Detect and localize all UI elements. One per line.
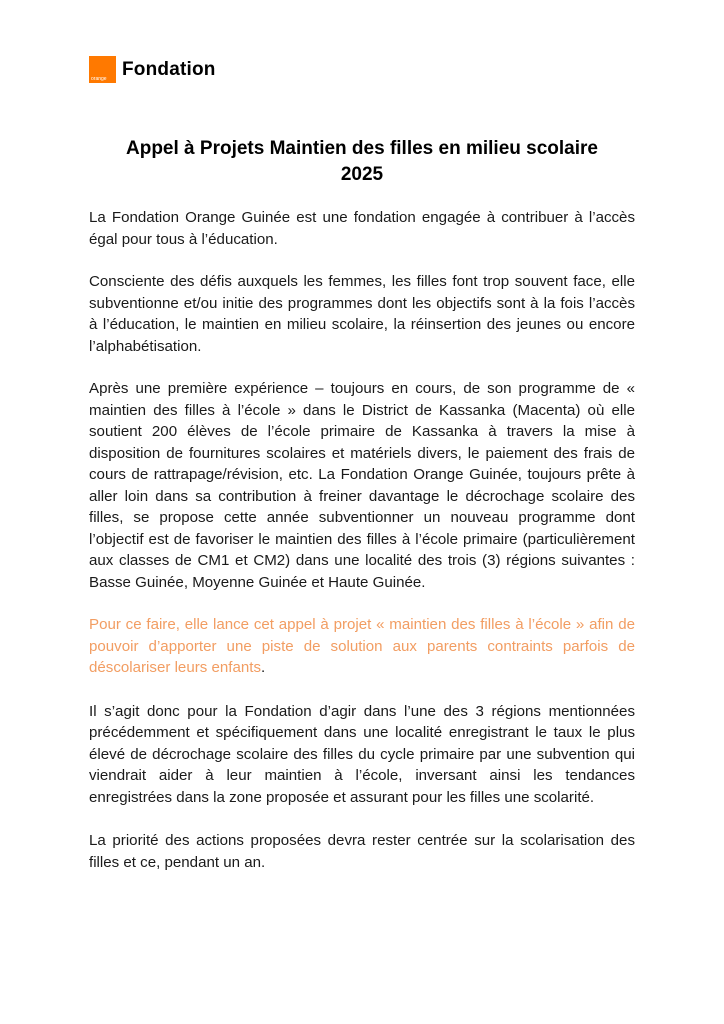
paragraph-experience: Après une première expérience – toujours en cours, de son programme de « maintien des filles à l’école » dans le District de Kassanka (Macenta) où elle soutient 200 élèves de l’école primaire de Kassanka à travers la mise à disposition de fournitures scolaires et matériels divers, le paiement des frais de cours de rattrapage/révision, etc. La Fondation Orange Guinée, toujours prête à aller loin dans sa contribution à freiner davantage le décrochage scolaire des filles, se propose cette année subventionner un nouveau programme dont l’objectif est de favoriser le maintien des filles à l’école primaire (particulièrement aux classes de CM1 et CM2) dans une localité des trois (3) régions suivantes : Basse Guinée, Moyenne Guinée et Haute Guinée.	[89, 380, 635, 591]
highlight-text: Pour ce faire, elle lance cet appel à projet « maintien des filles à l’école » afin de pouvoir d’apporter une piste de solution aux parents contraints parfois de déscolariser leurs enfants	[89, 616, 635, 676]
highlight-period: .	[261, 659, 266, 676]
title-line-1: Appel à Projets Maintien des filles en milieu scolaire	[126, 138, 598, 159]
document-body	[89, 207, 635, 893]
paragraph-priority: La priorité des actions proposées devra rester centrée sur la scolarisation des filles et ce, pendant un an.	[89, 832, 635, 871]
fondation-orange-logo	[89, 56, 216, 83]
paragraph-objective: Il s’agit donc pour la Fondation d’agir dans l’une des 3 régions mentionnées précédemment et spécifiquement dans une localité enregistrant le taux le plus élevé de décrochage scolaire des filles du cycle primaire par une subvention qui viendrait aider à leur maintien à l’école, inversant ainsi les tendances enregistrées dans la zone proposée et assurant pour les filles une scolarité.	[89, 702, 635, 806]
paragraph-intro: La Fondation Orange Guinée est une fondation engagée à contribuer à l’accès égal pour tous à l’éducation.	[89, 209, 635, 248]
paragraph-call-highlight	[89, 614, 635, 679]
orange-square-icon	[89, 56, 116, 83]
title-line-2: 2025	[340, 164, 384, 185]
logo-square-label: orange	[91, 76, 107, 82]
logo-wordmark: Fondation	[122, 59, 216, 80]
page-title	[89, 136, 635, 188]
paragraph-challenges: Consciente des défis auxquels les femmes, les filles font trop souvent face, elle subventionne et/ou initie des programmes dont les objectifs sont à la fois l’accès à l’éducation, le maintien en milieu scolaire, la réinsertion des jeunes ou encore l’alphabétisation.	[89, 273, 635, 355]
